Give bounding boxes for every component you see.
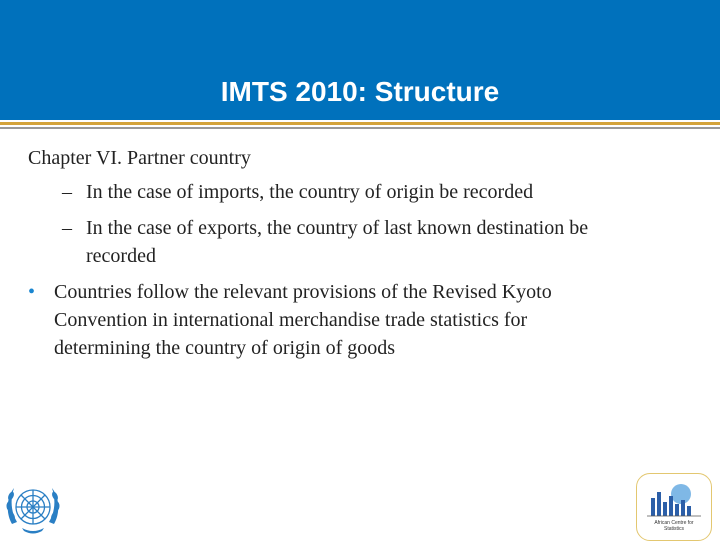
sub-item-imports: In the case of imports, the country of origin be recorded: [86, 181, 534, 203]
gray-divider: [0, 127, 720, 129]
gold-divider: [0, 122, 720, 125]
bullet-text-line: determining the country of origin of goods: [54, 337, 396, 359]
sub-item-exports: In the case of exports, the country of last known destination be: [86, 217, 589, 239]
bullet-text-line: Countries follow the relevant provisions of the Revised Kyoto: [54, 281, 552, 303]
african-centre-for-statistics-logo: [636, 473, 712, 541]
bullet-text-line: Convention in international merchandise trade statistics for: [54, 309, 528, 331]
statistics-chart-icon: [637, 474, 711, 520]
sub-item-dash: –: [62, 217, 72, 239]
sub-item-dash: –: [62, 181, 72, 203]
chapter-heading: Chapter VI. Partner country: [28, 147, 251, 169]
logo-caption-line: Statistics: [663, 526, 684, 532]
sub-item-exports-continued: recorded: [86, 245, 156, 267]
bullet-icon: •: [28, 281, 36, 303]
logo-caption: [637, 520, 711, 532]
un-emblem-icon: [2, 476, 64, 538]
logo-caption-line: African Centre for: [654, 520, 694, 526]
slide-title: IMTS 2010: Structure: [220, 76, 500, 107]
